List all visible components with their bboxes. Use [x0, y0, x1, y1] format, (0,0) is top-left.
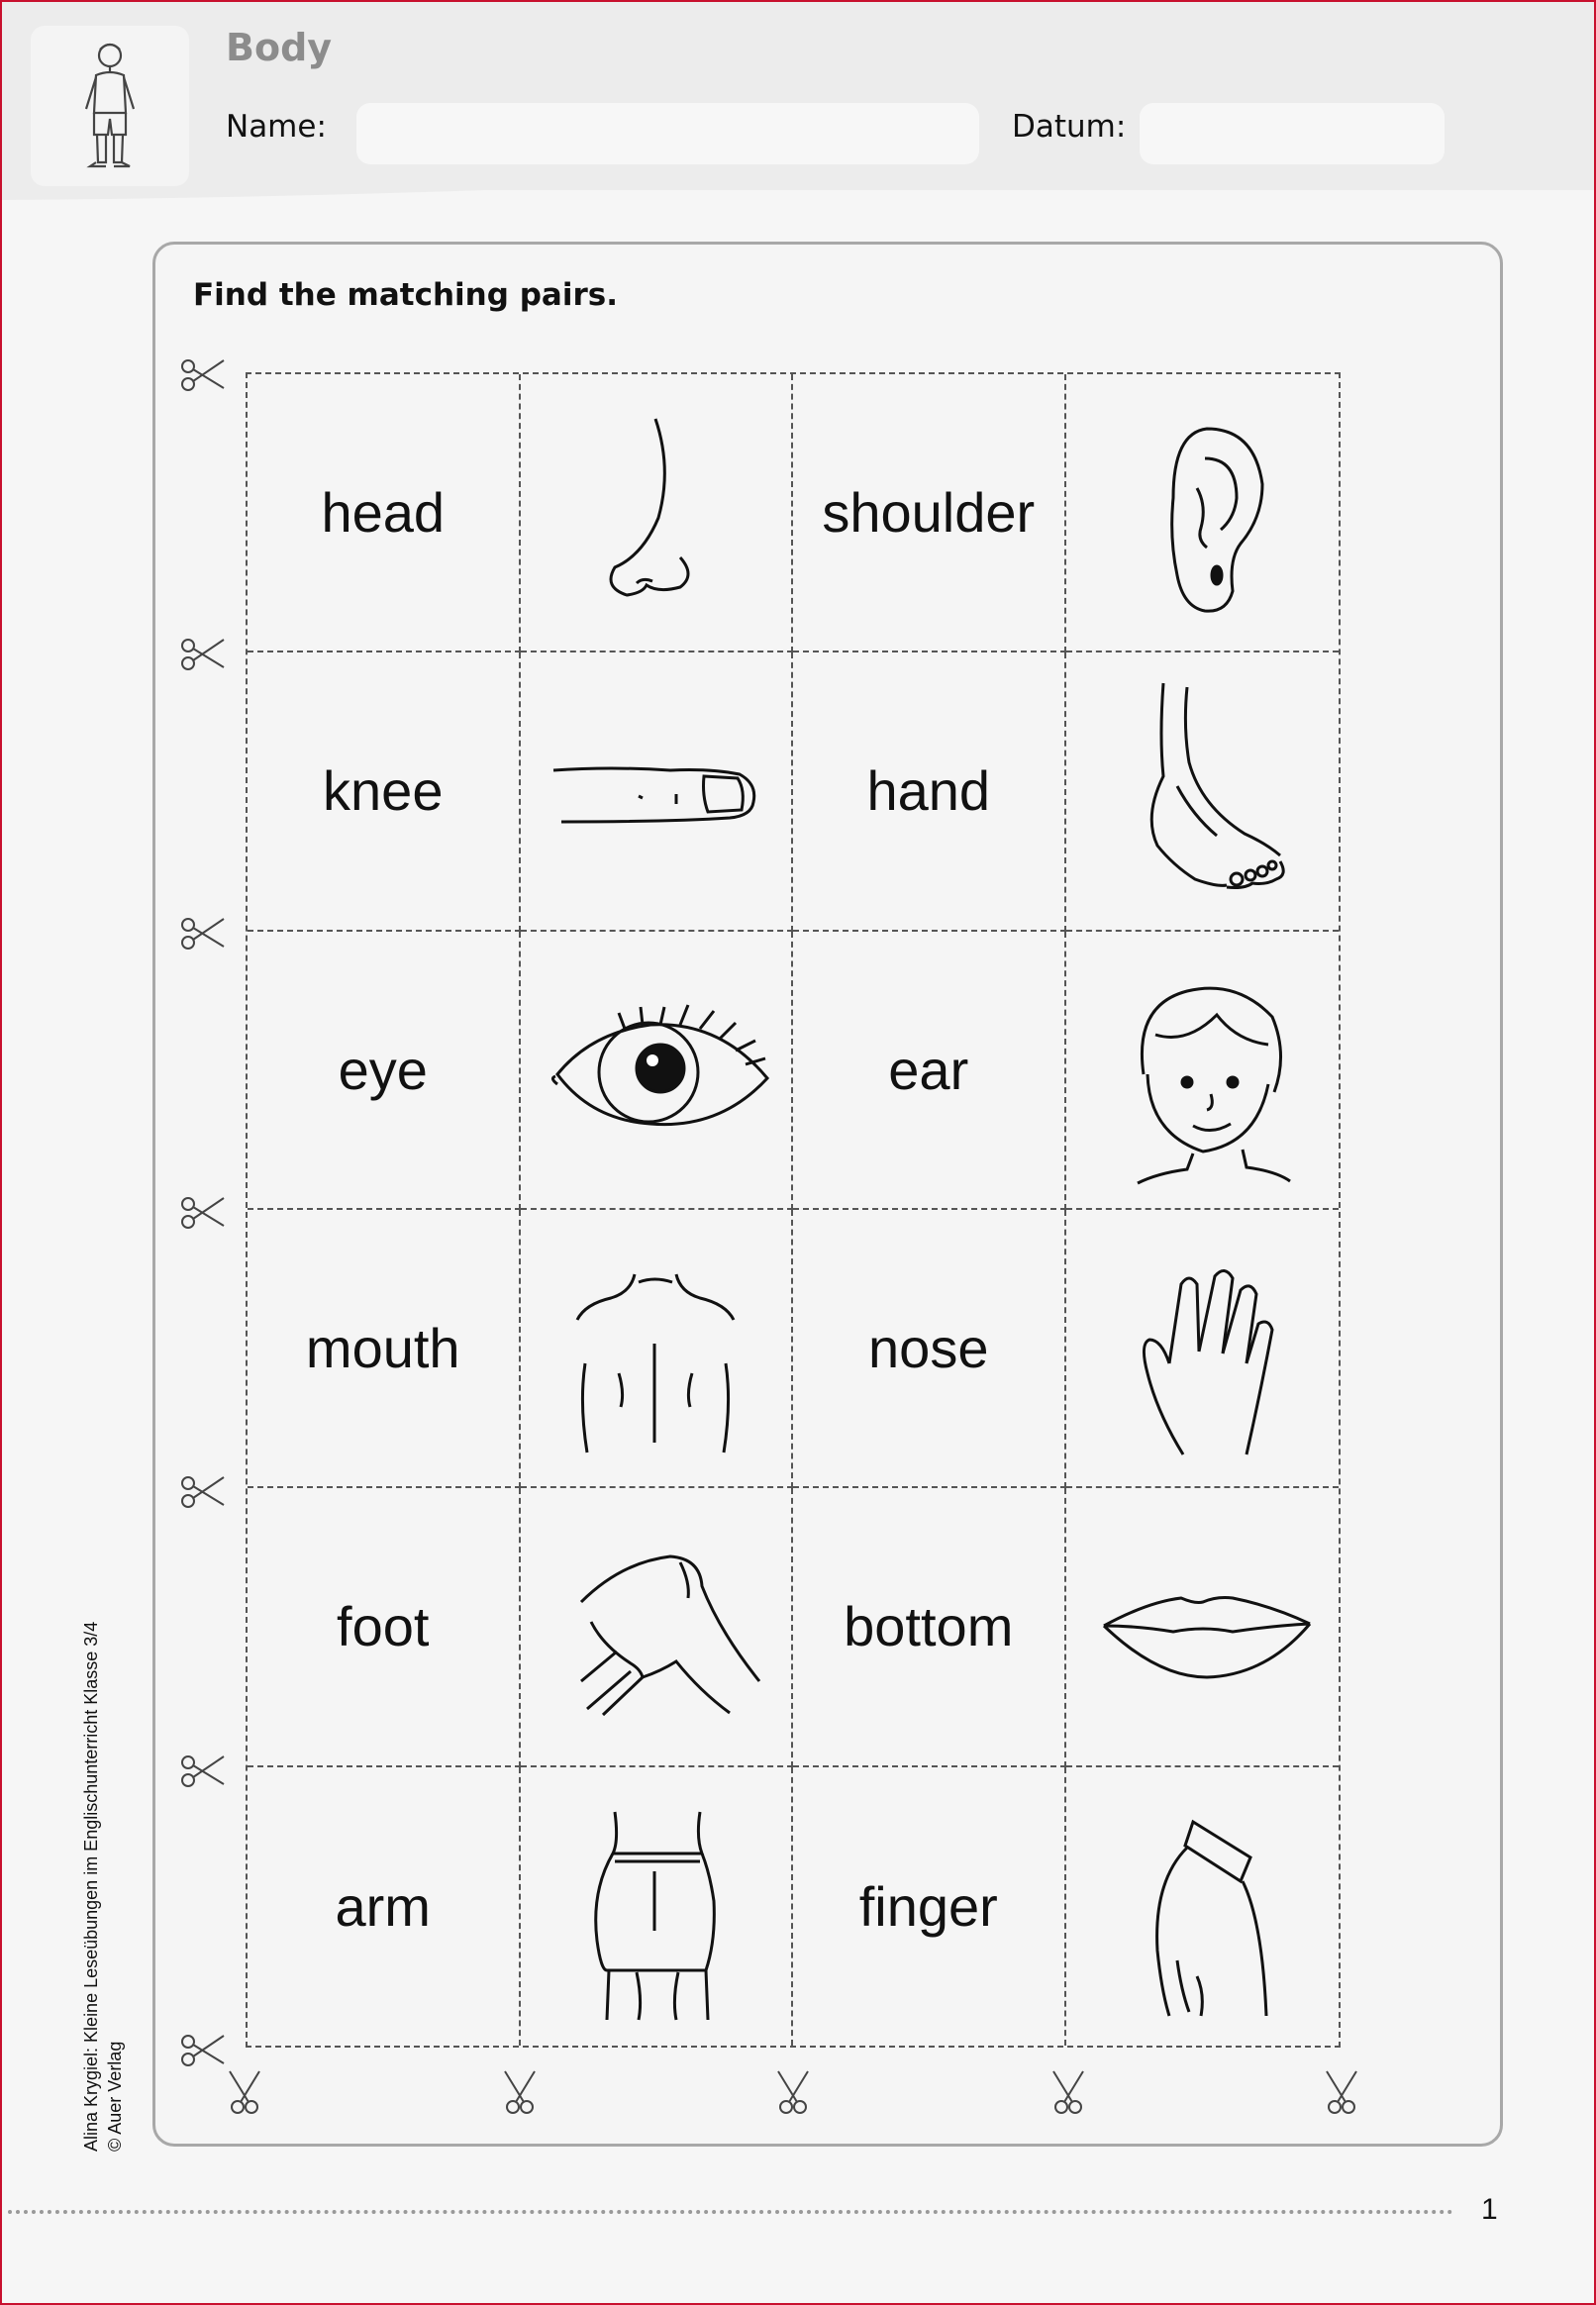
picture-card[interactable] — [1066, 652, 1340, 931]
picture-card[interactable] — [521, 652, 794, 931]
copyright-credit — [79, 1622, 127, 2152]
word-card[interactable] — [793, 1488, 1066, 1766]
word-card[interactable] — [248, 1488, 521, 1766]
picture-card[interactable] — [1066, 1488, 1340, 1766]
credit-line-1: Alina Krygiel: Kleine Leseübungen im Englischunterricht Klasse 3/4 — [81, 1621, 101, 2152]
bottom-icon — [532, 1782, 779, 2030]
picture-card[interactable] — [1066, 932, 1340, 1210]
word-card-label: eye — [338, 1038, 428, 1101]
picture-card[interactable] — [521, 1210, 794, 1488]
mouth-icon — [1078, 1503, 1326, 1751]
word-card[interactable] — [793, 1767, 1066, 2046]
picture-card[interactable] — [521, 1488, 794, 1766]
word-card-label: finger — [858, 1874, 998, 1938]
scissors-icon — [178, 2024, 228, 2073]
word-card-label: head — [321, 481, 446, 545]
picture-card[interactable] — [1066, 1210, 1340, 1488]
scissors-icon — [495, 2067, 545, 2117]
word-card[interactable] — [248, 1767, 521, 2046]
word-card-label: knee — [323, 759, 444, 823]
picture-card[interactable] — [1066, 1767, 1340, 2046]
date-field[interactable] — [1140, 103, 1445, 164]
picture-card[interactable] — [521, 374, 794, 652]
scissors-icon — [768, 2067, 818, 2117]
instruction-text: Find the matching pairs. — [193, 277, 618, 313]
date-label: Datum: — [1012, 109, 1127, 145]
picture-card[interactable] — [521, 932, 794, 1210]
word-card-label: foot — [337, 1595, 430, 1658]
scissors-icon — [178, 1465, 228, 1515]
scissors-icon — [178, 1745, 228, 1794]
word-card[interactable] — [248, 932, 521, 1210]
word-card[interactable] — [793, 1210, 1066, 1488]
card-grid — [246, 372, 1341, 2048]
nose-icon — [532, 389, 779, 637]
ear-icon — [1078, 389, 1326, 637]
arm-icon — [1078, 1782, 1326, 2030]
credit-line-2: © Auer Verlag — [105, 2041, 125, 2152]
finger-icon — [532, 667, 779, 915]
scissors-icon — [178, 907, 228, 956]
hand-icon — [1078, 1225, 1326, 1472]
word-card[interactable] — [793, 374, 1066, 652]
scissors-icon — [178, 349, 228, 398]
page-number: 1 — [1481, 2193, 1498, 2226]
scissors-icon — [220, 2067, 269, 2117]
word-card-label: bottom — [844, 1595, 1014, 1658]
word-card-label: nose — [868, 1317, 989, 1380]
footer-divider — [8, 2210, 1453, 2214]
word-card[interactable] — [793, 932, 1066, 1210]
shoulder-icon — [532, 1225, 779, 1472]
name-field[interactable] — [356, 103, 979, 164]
scissors-icon — [1317, 2067, 1366, 2117]
boy-figure-icon — [31, 26, 189, 186]
word-card-label: ear — [888, 1038, 969, 1101]
picture-card[interactable] — [521, 1767, 794, 2046]
word-card[interactable] — [248, 652, 521, 931]
word-card[interactable] — [248, 1210, 521, 1488]
scissors-icon — [178, 628, 228, 677]
picture-card[interactable] — [1066, 374, 1340, 652]
word-card-label: shoulder — [822, 481, 1036, 545]
worksheet-title: Body — [226, 26, 333, 69]
scissors-icon — [178, 1186, 228, 1236]
head-icon — [1078, 946, 1326, 1193]
knee-icon — [532, 1503, 779, 1751]
word-card[interactable] — [793, 652, 1066, 931]
foot-icon — [1078, 667, 1326, 915]
word-card-label: hand — [866, 759, 991, 823]
word-card-label: mouth — [305, 1317, 460, 1380]
scissors-icon — [1044, 2067, 1093, 2117]
name-label: Name: — [226, 109, 327, 145]
word-card-label: arm — [335, 1874, 431, 1938]
word-card[interactable] — [248, 374, 521, 652]
eye-icon — [532, 946, 779, 1193]
